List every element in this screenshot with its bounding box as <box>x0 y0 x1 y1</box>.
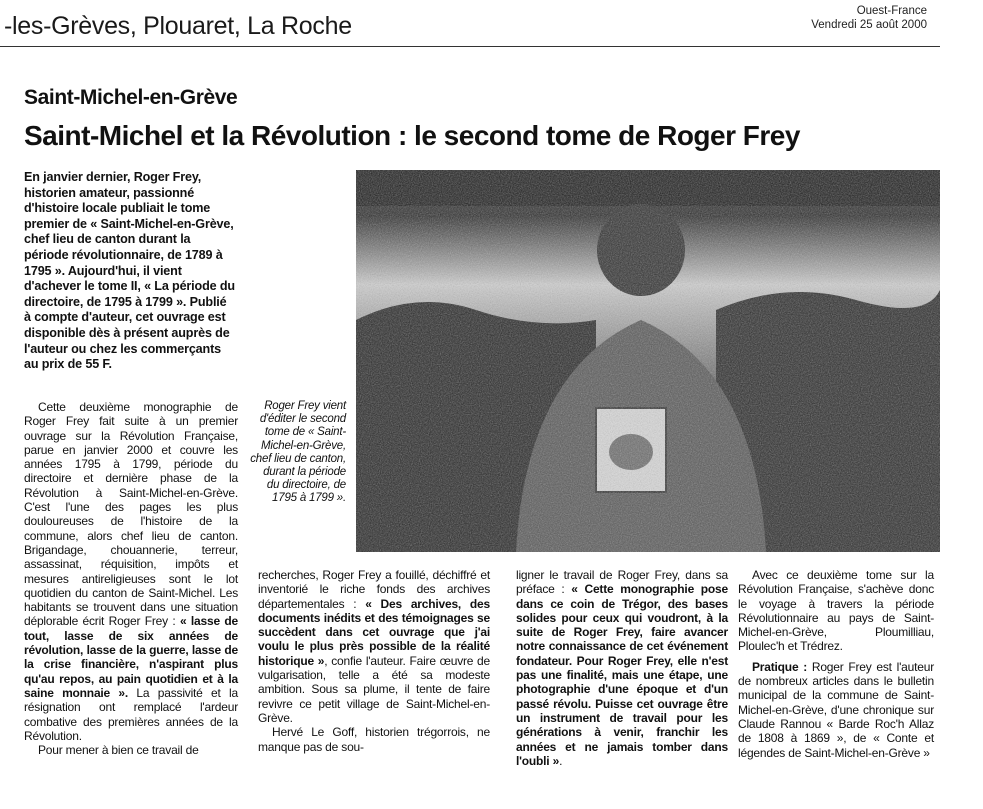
header-town-strip: -les-Grèves, Plouaret, La Roche <box>4 12 352 40</box>
header-masthead <box>811 4 927 32</box>
article-column-3 <box>516 568 728 768</box>
article-photo <box>356 170 940 552</box>
column-1-paragraph-2: Pour mener à bien ce travail de <box>38 743 199 758</box>
column-4-paragraph-2 <box>738 660 934 760</box>
column-2-quote: « Des archives, des documents inédits et des témoignages se succèdent dans cet ouvrage que j'ai voulu le plus près possible de la réalité historique » <box>258 596 490 668</box>
article-lead: En janvier dernier, Roger Frey, historien amateur, passionné d'histoire locale publiait le tome premier de « Saint-Michel-en-Grève, chef lieu de canton durant la période révolutionnaire, de 1789 à 1795 ». Aujourd'hui, il vient d'achever le tome II, « La période du directoire, de 1795 à 1799 ». Publié à compte d'auteur, cet ouvrage est disponible dès à présent auprès de l'auteur ou chez les commerçants au prix de 55 F. <box>24 170 235 372</box>
column-3-text-end: . <box>559 753 563 768</box>
column-4-paragraph-1: Avec ce deuxième tome sur la Révolution Française, s'achève donc le voyage à travers la période Révolutionnaire au pays de Saint-Michel-en-Grève, Ploumilliau, Ploulec'h et Trédrez. <box>738 568 934 654</box>
column-2-text-end: , confie l'auteur. Faire œuvre de vulgarisation, telle a été sa modeste ambition. Sous sa plume, il tente de faire revivre ce petit village de Saint-Michel-en-Grève. <box>258 653 490 725</box>
column-1-text: Cette deuxième monographie de Roger Frey fait suite à un premier ouvrage sur la Révolution Française, parue en janvier 2000 et couvre les années 1795 à 1799, période du directoire et dernière phase de la Révolution à Saint-Michel-en-Grève. C'est l'une des pages les plus douloureuses de l'histoire de la commune, alors chef lieu de canton. Brigandage, chouannerie, terreur, assassinat, réquisition, impôts et mesures antireligieuses sont le lot quotidien du canton de Saint-Michel. Les habitants se trouvent dans une situation déplorable écrit Roger Frey : <box>24 400 238 629</box>
column-1-quote: « lasse de tout, lasse de six années de révolution, lasse de la guerre, lasse de la crise financière, n'aspirant plus qu'au repos, au pain quotidien et à la saine monnaie ». <box>24 614 238 700</box>
column-1-text-end: La passivité et la résignation ont remplacé l'ardeur combative des premières années de la Révolution. <box>24 685 238 743</box>
column-3-paragraph-1 <box>516 568 728 768</box>
column-3-quote: « Cette monographie pose dans ce coin de Trégor, des bases solides pour ceux qui voudront, à la suite de Roger Frey, faire avancer notre connaissance de cet événement fondateur. Pour Roger Frey, elle n'est pas une finalité, mais une étape, une photographie d'une époque et d'un passé révolu. Puisse cet ouvrage être un instrument de travail pour les générations à venir, franchir les années et ne jamais tomber dans l'oubli » <box>516 582 728 768</box>
publication-date: Vendredi 25 août 2000 <box>811 19 927 31</box>
article-column-1 <box>24 400 238 757</box>
header-rule <box>0 46 940 47</box>
column-1-paragraph-1 <box>24 400 238 743</box>
practical-text: Roger Frey est l'auteur de nombreux articles dans le bulletin municipal de la commune de Saint-Michel-en-Grève, d'une chronique sur Claude Rannou « Barde Roc'h Allaz de 1808 à 1869 », de « Conte et légendes de Saint-Michel-en-Grève » <box>738 659 934 760</box>
photo-grain <box>356 170 940 552</box>
article-column-2 <box>258 568 490 754</box>
column-2-paragraph-1 <box>258 568 490 725</box>
article-column-4 <box>738 568 934 760</box>
photo-caption: Roger Frey vient d'éditer le second tome de « Saint-Michel-en-Grève, chef lieu de canton, durant la période du directoire, de 1795 à 1799 ». <box>250 400 346 505</box>
section-title: Saint-Michel-en-Grève <box>24 86 238 109</box>
column-3-text: ligner le travail de Roger Frey, dans sa préface : <box>516 568 728 597</box>
column-2-text: recherches, Roger Frey a fouillé, déchiffré et inventorié le riche fonds des archives départementales : <box>258 568 490 611</box>
column-2-paragraph-2: Hervé Le Goff, historien trégorrois, ne manque pas de sou- <box>258 725 490 754</box>
newspaper-name: Ouest-France <box>856 5 927 17</box>
article-headline: Saint-Michel et la Révolution : le second tome de Roger Frey <box>24 120 800 151</box>
practical-label: Pratique : <box>752 659 808 674</box>
